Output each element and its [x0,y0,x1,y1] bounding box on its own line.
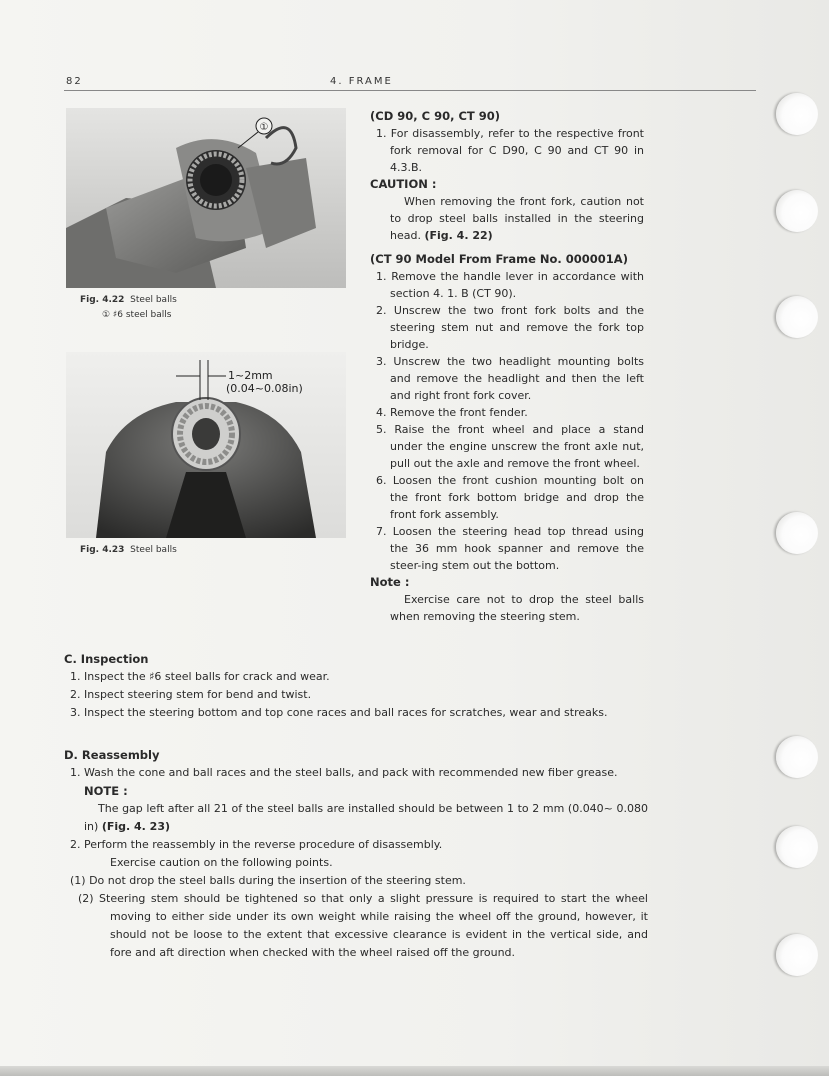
note-text: The gap left after all 21 of the steel balls are installed should be between 1 to 2 mm (0.040~ 0.080 in) (Fig. 4. 23) [84,802,648,833]
binder-hole [776,296,818,338]
section-heading: (CT 90 Model From Frame No. 000001A) [370,252,628,266]
binder-hole [776,93,818,135]
binder-hole [776,512,818,554]
inspection-section [64,650,654,722]
list-item: 1. Inspect the ♯6 steel balls for crack and wear. [70,670,330,683]
fig-4-22-caption: Fig. 4.22 Steel balls [80,295,177,305]
list-item: 1. For disassembly, refer to the respective front fork removal for C D90, C 90 and CT 90 in 4.3.B. [376,127,644,174]
binder-hole [776,736,818,778]
binder-hole [776,826,818,868]
page-number: 82 [66,76,83,87]
steering-head-photo [66,108,346,288]
section-heading: D. Reassembly [64,748,160,762]
list-item: 3. Unscrew the two headlight mounting bolts and remove the headlight and then the left and right front fork cover. [376,355,644,402]
running-title: 4. FRAME [330,76,393,87]
caution-text: When removing the front fork, caution not to drop steel balls installed in the steering head. (Fig. 4. 22) [390,195,644,242]
reassembly-section [64,746,648,962]
section-heading: C. Inspection [64,652,149,666]
note-label: Note : [370,575,410,589]
fig-4-23-caption: Fig. 4.23 Steel balls [80,545,177,555]
list-item: 1. Wash the cone and ball races and the steel balls, and pack with recommended new fiber grease. [70,766,618,779]
note-label: NOTE : [84,784,128,798]
fig-4-22-callout-legend: ① ♯6 steel balls [102,310,172,320]
list-item: 2. Unscrew the two front fork bolts and the steering stem nut and remove the fork top bridge. [376,304,644,351]
disassembly-column [370,108,644,625]
list-item-note: Exercise caution on the following points. [110,856,333,869]
header-rule [64,90,756,91]
caution-label: CAUTION : [370,177,437,191]
steering-stem-gap-photo [66,352,346,538]
sub-item: (1) Do not drop the steel balls during the insertion of the steering stem. [70,874,466,887]
note-text: Exercise care not to drop the steel balls when removing the steering stem. [390,593,644,623]
gap-dimension-in: (0.04~0.08in) [226,382,303,395]
binder-hole [776,934,818,976]
section-heading: (CD 90, C 90, CT 90) [370,109,500,123]
list-item: 6. Loosen the front cushion mounting bolt on the front fork bottom bridge and drop the front fork assembly. [376,474,644,521]
list-item: 2. Inspect steering stem for bend and twist. [70,688,312,701]
list-item: 7. Loosen the steering head top thread using the 36 mm hook spanner and remove the steer-ing stem out the bottom. [376,525,644,572]
callout-1: ① [259,122,269,133]
page-edge [0,1066,829,1076]
list-item: 4. Remove the front fender. [376,406,528,419]
list-item: 2. Perform the reassembly in the reverse procedure of disassembly. [70,838,443,851]
binder-hole [776,190,818,232]
list-item: 1. Remove the handle lever in accordance with section 4. 1. B (CT 90). [376,270,644,300]
list-item: 5. Raise the front wheel and place a stand under the engine unscrew the front axle nut, pull out the axle and remove the front wheel. [376,423,644,470]
sub-item: (2) Steering stem should be tightened so that only a slight pressure is required to start the wheel moving to either side under its own weight while raising the wheel off the ground, however, it should not be loose to the extent that excessive clearance is evident in the vertical side, and fore and aft direction when checked with the wheel raised off the ground. [78,892,648,959]
gap-dimension-mm: 1~2mm [228,369,273,382]
list-item: 3. Inspect the steering bottom and top cone races and ball races for scratches, wear and streaks. [70,706,608,719]
